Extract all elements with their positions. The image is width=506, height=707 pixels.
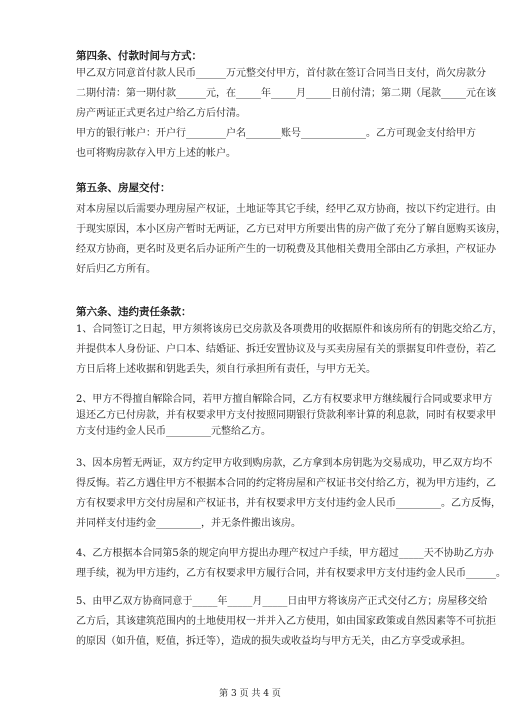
text-line: 1、合同签订之日起，甲方须将该房已交房款及各项费用的收据原件和该房所有的钥匙交给乙方， — [76, 324, 503, 335]
text-line: 并提供本人身份证、户口本、结婚证、拆迁安置协议及与买卖房屋有关的票据复印件壹份，若乙 — [76, 344, 496, 355]
text-line: 4、乙方根据本合同第5条的规定向甲方提出办理产权过户手续，甲方超过_____天不协助乙方办 — [76, 548, 494, 559]
clause-5 — [76, 592, 496, 652]
text-line: 3、因本房暂无两证，双方约定甲方收到购房款，乙方拿到本房钥匙为交易成功，甲乙双方均不 — [76, 458, 493, 469]
text-line: 5、由甲乙双方协商同意于_____年_____月_____日由甲方将该房产正式交付乙方；房屋移交给 — [76, 596, 488, 607]
text-line: 方日后将上述收据和钥匙丢失，须自行承担所有责任，与甲方无关。 — [76, 364, 376, 375]
text-line: 二期付清：第一期付款______元，在_____年_____月_____日前付清；第二期（尾款_____元在该 — [76, 88, 496, 99]
text-line: 的原因（如升值，贬值，拆迁等），造成的损失或收益均与甲方无关，由乙方享受或承担。 — [76, 636, 471, 647]
text-line: 理手续，视为甲方违约，乙方有权要求甲方履行合同，并有权要求甲方支付违约金人民币______。 — [76, 568, 506, 579]
clause-3 — [76, 454, 501, 534]
text-line: 对本房屋以后需要办理房屋产权证，土地证等其它手续，经甲乙双方协商，按以下约定进行。由 — [76, 204, 496, 215]
text-line: 于现实原因，本小区房产暂时无两证，乙方已对甲方所要出售的房产做了充分了解自愿购买该房， — [76, 224, 506, 235]
text-line: 得反悔。若乙方遇住甲方不根据本合同的约定将房屋和产权证书交付给乙方，视为甲方违约，乙 — [76, 478, 496, 489]
text-line: 方有权要求甲方交付房屋和产权证书，并有权要求甲方支付违约金人民币_________。乙方反悔， — [76, 498, 501, 509]
clause-1 — [76, 320, 503, 380]
section-4-heading: 第四条、付款时间与方式： — [76, 50, 202, 62]
text-line: 房产两证正式更名过户给乙方后付清。 — [76, 108, 246, 119]
section-5-heading: 第五条、房屋交付： — [76, 182, 171, 194]
text-line: 也可将购房款存入甲方上述的帐户。 — [76, 148, 236, 159]
text-line: 退还乙方已付房款，并有权要求甲方支付按照同期银行贷款利率计算的利息款，同时有权要求甲 — [76, 410, 496, 421]
text-line: 2、甲方不得擅自解除合同，若甲方擅自解除合同，乙方有权要求甲方继续履行合同或要求甲方 — [76, 394, 493, 405]
clause-2 — [76, 392, 496, 440]
text-line: 方支付违约金人民币_________元整给乙方。 — [76, 426, 271, 437]
section-5-paragraph — [76, 200, 506, 280]
page-footer: 第 3 页 共 4 页 — [219, 689, 281, 699]
text-line: 并同样支付违约金_________，并无条件搬出该房。 — [76, 518, 301, 529]
text-line: 甲方的银行帐户：开户行________户名_______账号_____________。乙方可现金支付给甲方 — [76, 128, 476, 139]
clause-4 — [76, 544, 506, 584]
text-line: 甲乙双方同意首付款人民币______万元整交付甲方，首付款在签订合同当日支付，尚欠房款分 — [76, 68, 486, 79]
text-line: 好后归乙方所有。 — [76, 264, 156, 275]
text-line: 经双方协商，更名时及更名后办证所产生的一切税费及其他相关费用全部由乙方承担，产权证办 — [76, 244, 496, 255]
section-4-paragraph — [76, 64, 496, 164]
text-line: 乙方后，其该建筑范围内的土地使用权一并并入乙方使用，如由国家政策或自然因素等不可抗拒 — [76, 616, 496, 627]
section-6-heading: 第六条、违约责任条款： — [76, 306, 192, 318]
